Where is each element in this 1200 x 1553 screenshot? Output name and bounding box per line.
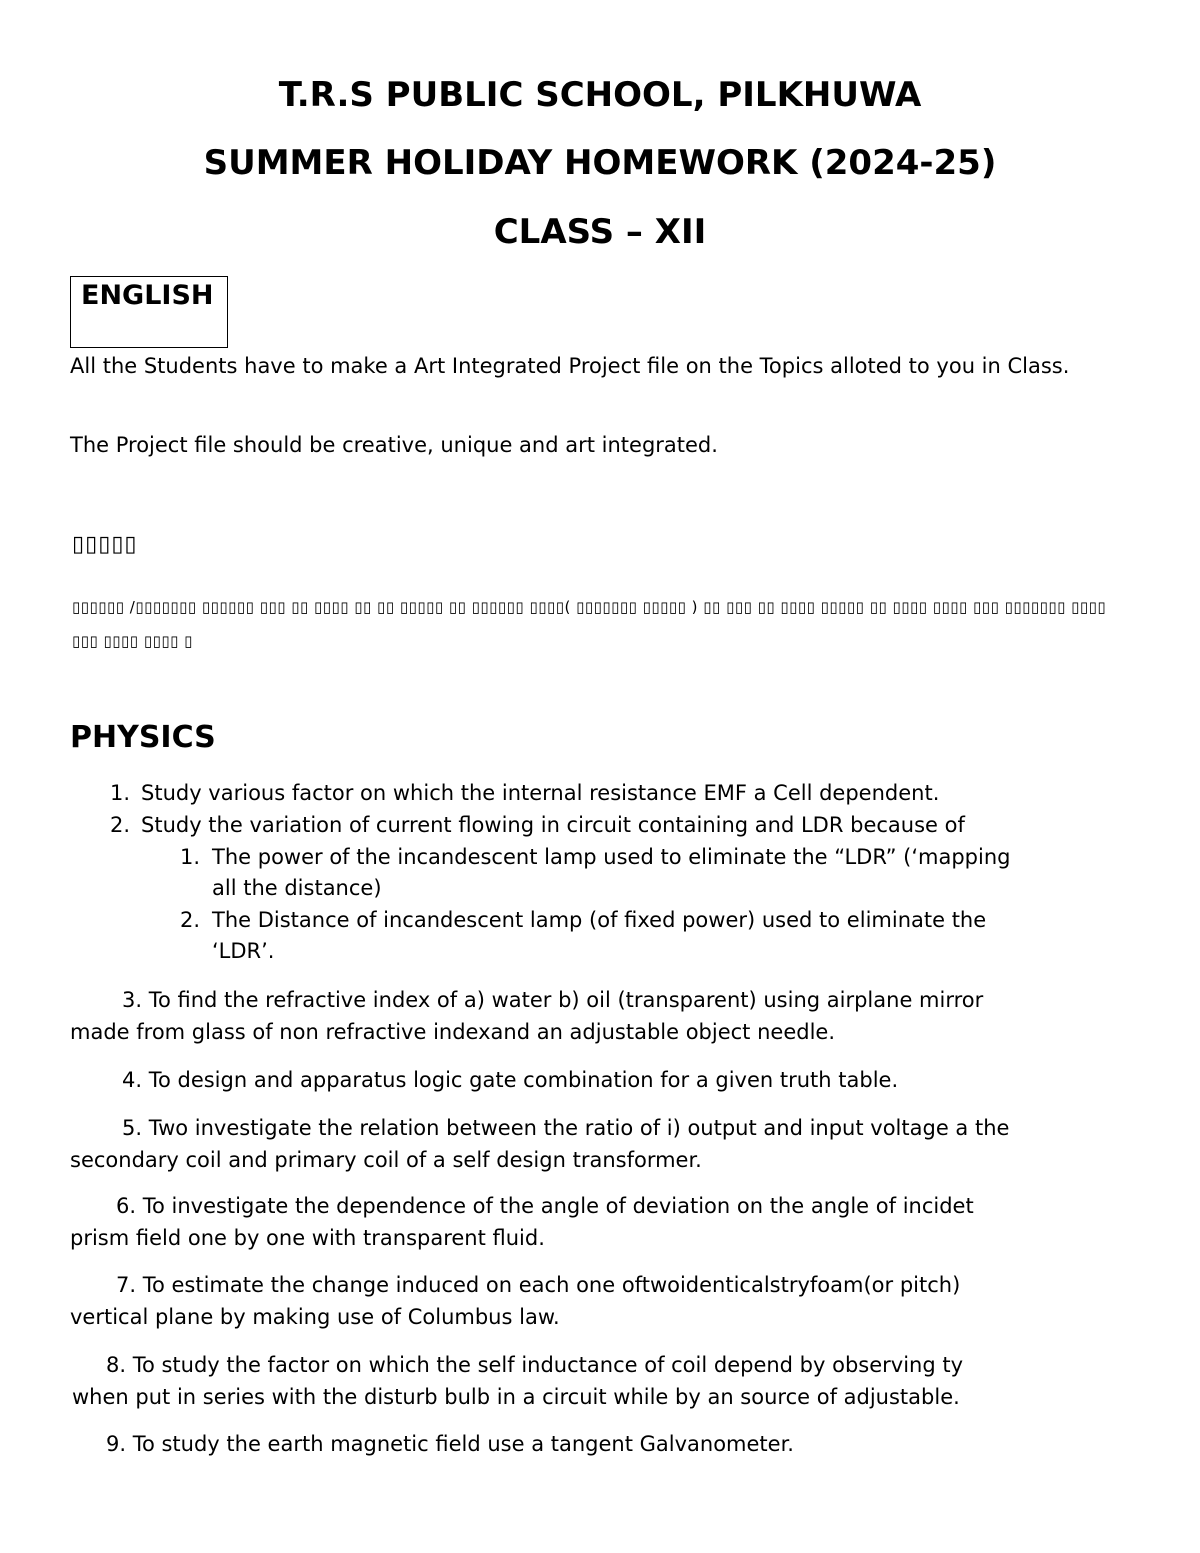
english-para-1: All the Students have to make a Art Integrated Project file on the Topics alloted to you in Class. (70, 354, 1070, 378)
sub-list-item-number: 1. (179, 845, 200, 869)
physics-para-line-1: 5. Two investigate the relation between the ratio of i) output and input voltage a the (122, 1116, 1010, 1140)
physics-para-3 (70, 984, 1140, 1048)
physics-para-line-1: 9. To study the earth magnetic field use a tangent Galvanometer. (106, 1432, 794, 1456)
physics-para-4 (70, 1064, 1140, 1096)
physics-para-line-1: 4. To design and apparatus logic gate combination for a given truth table. (122, 1068, 899, 1092)
school-name: T.R.S PUBLIC SCHOOL, PILKHUWA (278, 75, 922, 115)
homework-title: SUMMER HOLIDAY HOMEWORK (2024-25) (203, 143, 997, 183)
physics-para-line-1: 8. To study the factor on which the self inductance of coil depend by observing ty (106, 1353, 964, 1377)
physics-para-line-1: 7. To estimate the change induced on each one oftwoidenticalstryfoam(or pitch) (116, 1273, 961, 1297)
list-item-text: Study the variation of current flowing in circuit containing and LDR because of (141, 813, 965, 837)
physics-para-line-1: 3. To find the refractive index of a) water b) oil (transparent) using airplane mirror (122, 988, 984, 1012)
physics-para-6 (70, 1190, 1140, 1254)
sub-list-item-line-1: The Distance of incandescent lamp (of fixed power) used to eliminate the (212, 908, 987, 932)
physics-para-5 (70, 1112, 1140, 1176)
physics-para-line-2: secondary coil and primary coil of a self design transformer. (70, 1148, 702, 1172)
sub-list-item-number: 2. (179, 908, 200, 932)
physics-para-line-2: vertical plane by making use of Columbus law. (70, 1305, 560, 1329)
physics-para-7 (70, 1269, 1140, 1333)
english-para-2: The Project file should be creative, unique and art integrated. (70, 433, 718, 457)
physics-para-line-2: made from glass of non refractive indexand an adjustable object needle. (70, 1020, 836, 1044)
list-item-number: 2. (109, 813, 130, 837)
physics-heading: PHYSICS (70, 720, 216, 755)
sub-list-item-line-1: The power of the incandescent lamp used to eliminate the “LDR” (‘mapping (212, 845, 1011, 869)
class-title: CLASS – XII (493, 212, 707, 252)
sub-list-item-line-2: ‘LDR’. (212, 939, 275, 963)
hindi-line-2: ▯▯▯ ▯▯▯▯ ▯▯▯▯ ▯ (72, 632, 193, 650)
physics-para-8 (70, 1349, 1140, 1413)
list-item-number: 1. (109, 781, 130, 805)
hindi-heading: ▯▯▯▯▯ (72, 532, 138, 557)
english-heading-box: ENGLISH (70, 276, 228, 348)
hindi-line-1: ▯▯▯▯▯▯ /▯▯▯▯▯▯▯ ▯▯▯▯▯▯ ▯▯▯ ▯▯ ▯▯▯▯ ▯▯ ▯▯ ▯▯▯▯▯ ▯▯ ▯▯▯▯▯▯ ▯▯▯▯( ▯▯▯▯▯▯▯ ▯▯▯▯▯ ) ▯▯ ▯▯▯ ▯▯ ▯▯▯▯ ▯▯▯▯▯ ▯▯ ▯▯▯▯ ▯▯▯▯ ▯▯▯ ▯▯▯▯▯▯▯ ▯▯▯▯ (72, 598, 1107, 616)
hindi-body (72, 590, 1122, 658)
physics-para-line-2: when put in series with the disturb bulb in a circuit while by an source of adjustable. (72, 1385, 960, 1409)
physics-para-line-2: prism field one by one with transparent fluid. (70, 1226, 545, 1250)
list-item-text: Study various factor on which the internal resistance EMF a Cell dependent. (141, 781, 940, 805)
physics-para-line-1: 6. To investigate the dependence of the angle of deviation on the angle of incidet (116, 1194, 974, 1218)
sub-list-item-line-2: all the distance) (212, 876, 382, 900)
physics-para-9 (70, 1428, 1140, 1460)
